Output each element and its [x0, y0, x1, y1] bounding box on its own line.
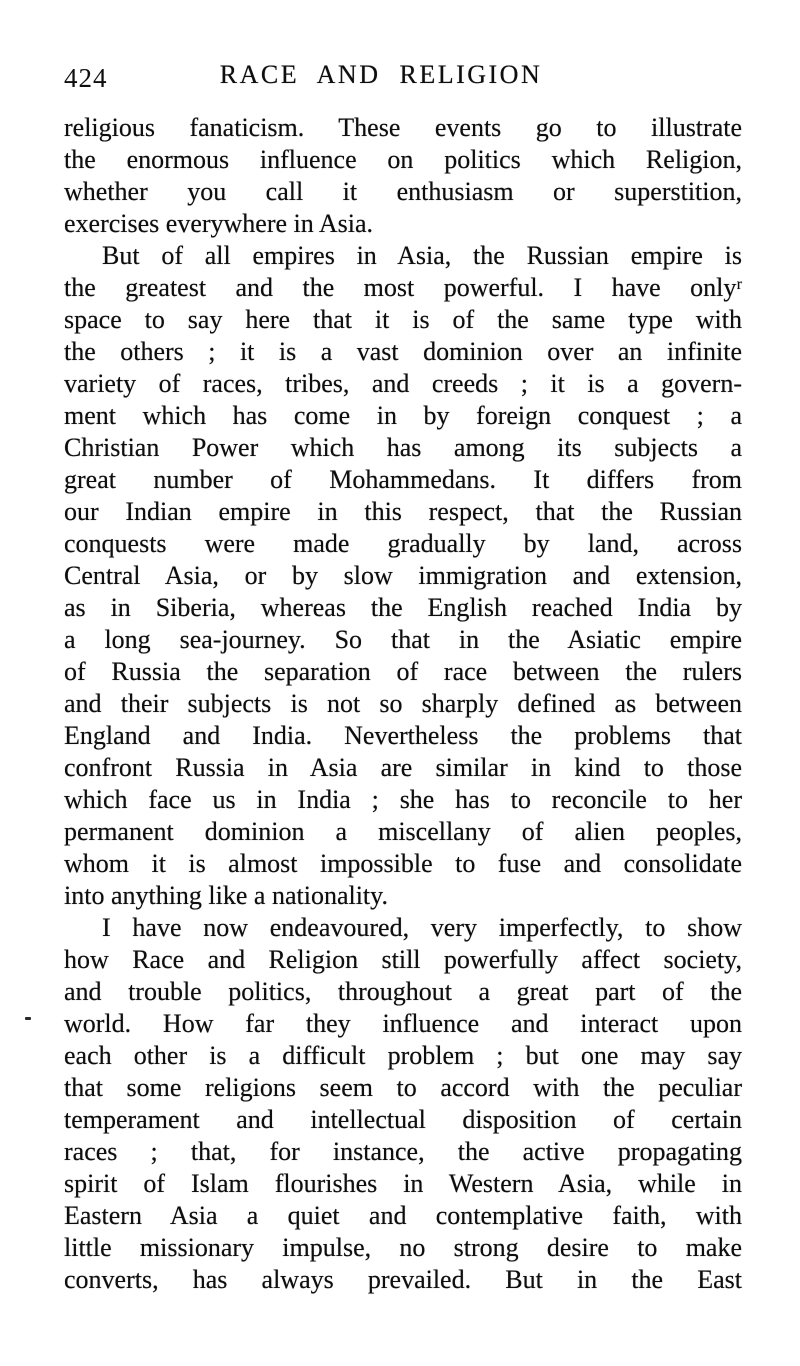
text-line: as in Siberia, whereas the English reached India by: [64, 593, 742, 622]
text-line: races ; that, for instance, the active propagating: [64, 1137, 742, 1166]
text-line: Eastern Asia a quiet and contemplative faith, with: [64, 1201, 742, 1230]
text-line: the greatest and the most powerful. I have onlyʳ: [64, 273, 742, 302]
paragraph: [64, 240, 742, 912]
text-line: which face us in India ; she has to reconcile to her: [64, 785, 742, 814]
text-line: whom it is almost impossible to fuse and consolidate: [64, 849, 742, 878]
running-header-title: RACE AND RELIGION: [219, 60, 543, 89]
text-line: religious fanaticism. These events go to illustrate: [64, 113, 742, 142]
ink-speck-artifact: [25, 1017, 31, 1020]
text-line: temperament and intellectual disposition of certain: [64, 1105, 742, 1134]
text-line: variety of races, tribes, and creeds ; it is a govern-: [64, 369, 742, 398]
text-line: how Race and Religion still powerfully affect society,: [64, 945, 742, 974]
text-line: ment which has come in by foreign conquest ; a: [64, 401, 742, 430]
text-line: the others ; it is a vast dominion over an infinite: [64, 337, 742, 366]
text-line: converts, has always prevailed. But in the East: [64, 1265, 742, 1294]
text-line: space to say here that it is of the same type with: [64, 305, 742, 334]
text-line: permanent dominion a miscellany of alien peoples,: [64, 817, 742, 846]
text-line: whether you call it enthusiasm or superstition,: [64, 177, 742, 206]
page-number: 424: [64, 63, 108, 93]
text-line: world. How far they influence and interact upon: [64, 1009, 742, 1038]
text-line: little missionary impulse, no strong desire to make: [64, 1233, 742, 1262]
text-line: spirit of Islam flourishes in Western Asia, while in: [64, 1169, 742, 1198]
text-line: great number of Mohammedans. It differs from: [64, 465, 742, 494]
text-line: conquests were made gradually by land, across: [64, 529, 742, 558]
text-line: and trouble politics, throughout a great part of the: [64, 977, 742, 1006]
text-line: each other is a difficult problem ; but one may say: [64, 1041, 742, 1070]
text-line: and their subjects is not so sharply defined as between: [64, 689, 742, 718]
text-line: the enormous influence on politics which Religion,: [64, 145, 742, 174]
text-line: But of all empires in Asia, the Russian empire is: [102, 241, 742, 270]
body-text: [64, 112, 742, 1296]
text-line: exercises everywhere in Asia.: [64, 209, 373, 238]
text-line: confront Russia in Asia are similar in kind to those: [64, 753, 742, 782]
page-header: [64, 60, 742, 94]
text-line: of Russia the separation of race between the rulers: [64, 657, 742, 686]
text-line: Central Asia, or by slow immigration and extension,: [64, 561, 742, 590]
text-line: our Indian empire in this respect, that the Russian: [64, 497, 742, 526]
paragraph: [64, 912, 742, 1296]
paragraph: [64, 112, 742, 240]
text-line: a long sea-journey. So that in the Asiatic empire: [64, 625, 742, 654]
text-line: I have now endeavoured, very imperfectly, to show: [102, 913, 742, 942]
text-line: Christian Power which has among its subjects a: [64, 433, 742, 462]
text-line: that some religions seem to accord with the peculiar: [64, 1073, 742, 1102]
text-line: into anything like a nationality.: [64, 881, 388, 910]
text-line: England and India. Nevertheless the problems that: [64, 721, 742, 750]
